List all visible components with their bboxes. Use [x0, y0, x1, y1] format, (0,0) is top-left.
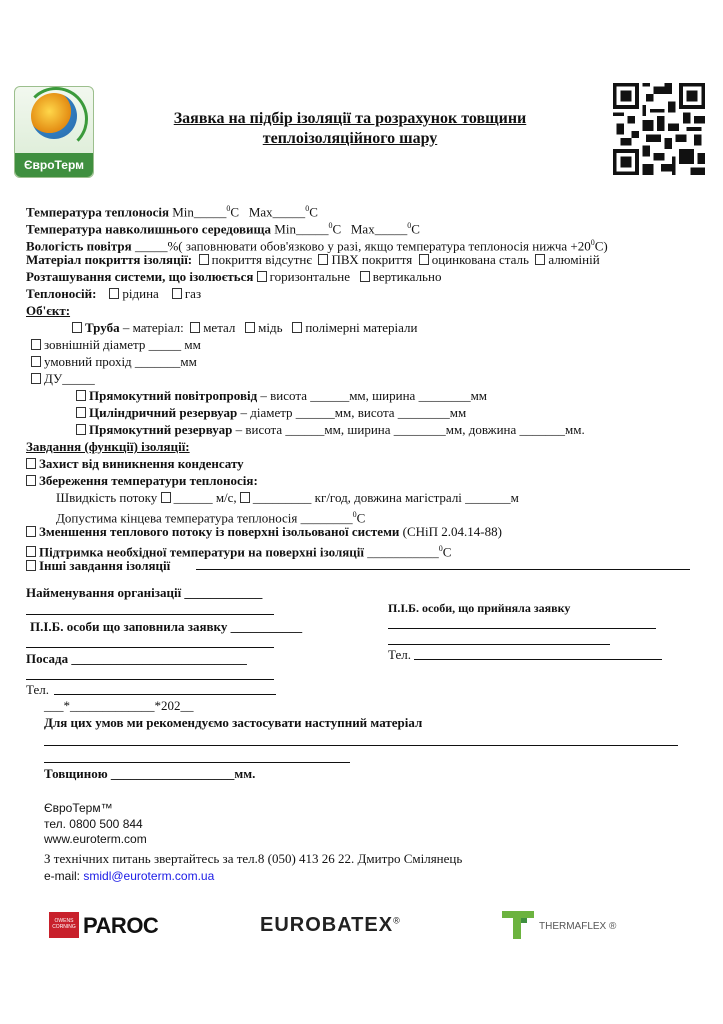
filled-by-field[interactable]: П.І.Б. особи що заповнила заявку ___________	[30, 619, 303, 634]
position-field[interactable]: Посада ___________________________	[26, 651, 247, 666]
position-line[interactable]	[26, 679, 274, 680]
horizontal-checkbox[interactable]	[257, 271, 267, 282]
org-line[interactable]	[26, 614, 274, 615]
date-field[interactable]: ___*_____________*202__	[44, 698, 194, 713]
object-heading: Об'єкт:	[26, 303, 71, 318]
owens-corning-icon: OWENS CORNING	[49, 912, 79, 938]
flow-speed-checkbox[interactable]	[161, 492, 171, 503]
thermaflex-text: THERMAFLEX ®	[539, 921, 617, 932]
thermaflex-logo	[502, 910, 622, 940]
condensate-checkbox[interactable]	[26, 458, 36, 469]
coating-pvc-checkbox[interactable]	[318, 254, 328, 265]
tank-checkbox[interactable]	[76, 407, 86, 418]
qr-code-icon	[613, 83, 705, 175]
company-name: ЄвроТерм™	[44, 801, 113, 815]
website-link[interactable]: www.euroterm.com	[44, 832, 147, 846]
title-line1: Заявка на підбір ізоляції та розрахунок товщини	[173, 110, 527, 127]
gas-checkbox[interactable]	[172, 288, 182, 299]
task-other: Інші завдання ізоляції	[26, 557, 170, 574]
accepted-by-label: П.І.Б. особи, що прийняла заявку	[388, 601, 571, 615]
recommend-line2[interactable]	[44, 762, 350, 763]
task-surface-temp: Підтримка необхідної температури на поверхні ізоляції ___________$^0$C	[26, 540, 451, 560]
vertical-checkbox[interactable]	[360, 271, 370, 282]
logo-text: ЄвроТерм	[15, 153, 93, 177]
other-tasks-line[interactable]	[196, 569, 690, 570]
carrier-row: Теплоносій: рідина газ	[26, 286, 202, 301]
copper-checkbox[interactable]	[245, 322, 255, 333]
eurobatex-logo: EUROBATEX®	[260, 914, 401, 936]
coating-aluminium-checkbox[interactable]	[535, 254, 545, 265]
tasks-heading: Завдання (функції) ізоляції:	[26, 439, 190, 454]
email-link[interactable]: smidl@euroterm.com.ua	[83, 869, 215, 883]
ambient-temp-row: Температура навколишнього середовища Min_____$^0$C Max_____$^0$C	[26, 221, 420, 237]
tank-row: Циліндричний резервуар – діаметр ______мм, висота ________мм	[76, 404, 466, 421]
thickness-field[interactable]: Товщиною ___________________мм.	[44, 766, 256, 781]
heat-flow-checkbox[interactable]	[26, 526, 36, 537]
ambient-temp-min-field[interactable]: Min_____	[274, 221, 329, 237]
accepted-by-line2[interactable]	[388, 644, 610, 645]
page-title	[140, 109, 560, 149]
carrier-temp-row: Температура теплоносія Min_____$^0$C Max_____$^0$C	[26, 204, 318, 220]
paroc-logo	[49, 910, 179, 940]
carrier-temp-max-field[interactable]: Max_____	[248, 204, 306, 220]
logo-ring	[24, 87, 88, 151]
accepted-by-line1[interactable]	[388, 628, 656, 629]
du-row: ДУ_____	[31, 370, 95, 387]
pipe-row: Труба – матеріал: метал мідь полімерні матеріали	[72, 319, 417, 336]
outer-diameter-row: зовнішній діаметр _____ мм	[31, 336, 201, 353]
phone-right-line[interactable]	[414, 659, 662, 660]
duct-checkbox[interactable]	[76, 390, 86, 401]
org-field[interactable]: Найменування організації ____________	[26, 585, 263, 600]
metal-checkbox[interactable]	[190, 322, 200, 333]
email-row: e-mail: smidl@euroterm.com.ua	[44, 869, 215, 883]
other-checkbox[interactable]	[26, 560, 36, 571]
humidity-row: Вологість повітря _____%( заповнювати обов'язково у разі, якщо температура теплоносія нижча $+20^0C$)	[26, 238, 608, 254]
recommend-text: Для цих умов ми рекомендуємо застосувати наступний матеріал	[44, 715, 423, 730]
rect-tank-checkbox[interactable]	[76, 424, 86, 435]
tech-support-text: З технічних питань звертайтесь за тел.8 (050) 413 26 22. Дмитро Смілянець	[44, 851, 463, 866]
euroterm-logo	[14, 86, 94, 178]
title-line2: теплоізоляційного шару	[262, 130, 438, 147]
outer-diameter-checkbox[interactable]	[31, 339, 41, 350]
coating-none-checkbox[interactable]	[199, 254, 209, 265]
thermaflex-icon	[502, 910, 534, 940]
paroc-text: PAROC	[83, 913, 159, 938]
phone-right-label: Тел.	[388, 647, 411, 662]
liquid-checkbox[interactable]	[109, 288, 119, 299]
coating-row: Матеріал покриття ізоляції: покриття відсутнє ПВХ покриття оцинкована сталь алюміній	[26, 252, 600, 267]
coating-steel-checkbox[interactable]	[419, 254, 429, 265]
nominal-checkbox[interactable]	[31, 356, 41, 367]
polymer-checkbox[interactable]	[292, 322, 302, 333]
carrier-temp-min-field[interactable]: Min_____	[172, 204, 227, 220]
nominal-row: умовний прохід _______мм	[31, 353, 197, 370]
keep-temp-checkbox[interactable]	[26, 475, 36, 486]
humidity-field[interactable]: _____%( заповнювати обов'язково у разі, якщо температура теплоносія нижча +20	[134, 238, 591, 254]
surface-temp-checkbox[interactable]	[26, 546, 36, 557]
task-condensate: Захист від виникнення конденсату	[26, 455, 244, 472]
phone-text: тел. 0800 500 844	[44, 817, 143, 831]
phone-left-line[interactable]	[54, 694, 276, 695]
duct-row: Прямокутний повітропровід – висота ______мм, ширина ________мм	[76, 387, 487, 404]
final-temp-row: Допустима кінцева температура теплоносія ________$^0$C	[56, 510, 366, 526]
pipe-checkbox[interactable]	[72, 322, 82, 333]
phone-left-label: Тел.	[26, 682, 49, 697]
task-heat-flow: Зменшення теплового потоку із поверхні ізольованої системи (СНіП 2.04.14-88)	[26, 523, 502, 540]
placement-row: Розташування системи, що ізолюється горизонтальне вертикально	[26, 269, 442, 284]
recommend-line1[interactable]	[44, 745, 678, 746]
filled-by-line[interactable]	[26, 647, 274, 648]
flow-mass-checkbox[interactable]	[240, 492, 250, 503]
ambient-temp-max-field[interactable]: Max_____	[350, 221, 408, 237]
rect-tank-row: Прямокутний резервуар – висота ______мм, ширина ________мм, довжина _______мм.	[76, 421, 585, 438]
flow-row: Швидкість потоку ______ м/с, _________ кг/год, довжина магістралі _______м	[56, 490, 519, 505]
du-checkbox[interactable]	[31, 373, 41, 384]
task-keep-temp: Збереження температури теплоносія:	[26, 472, 258, 489]
